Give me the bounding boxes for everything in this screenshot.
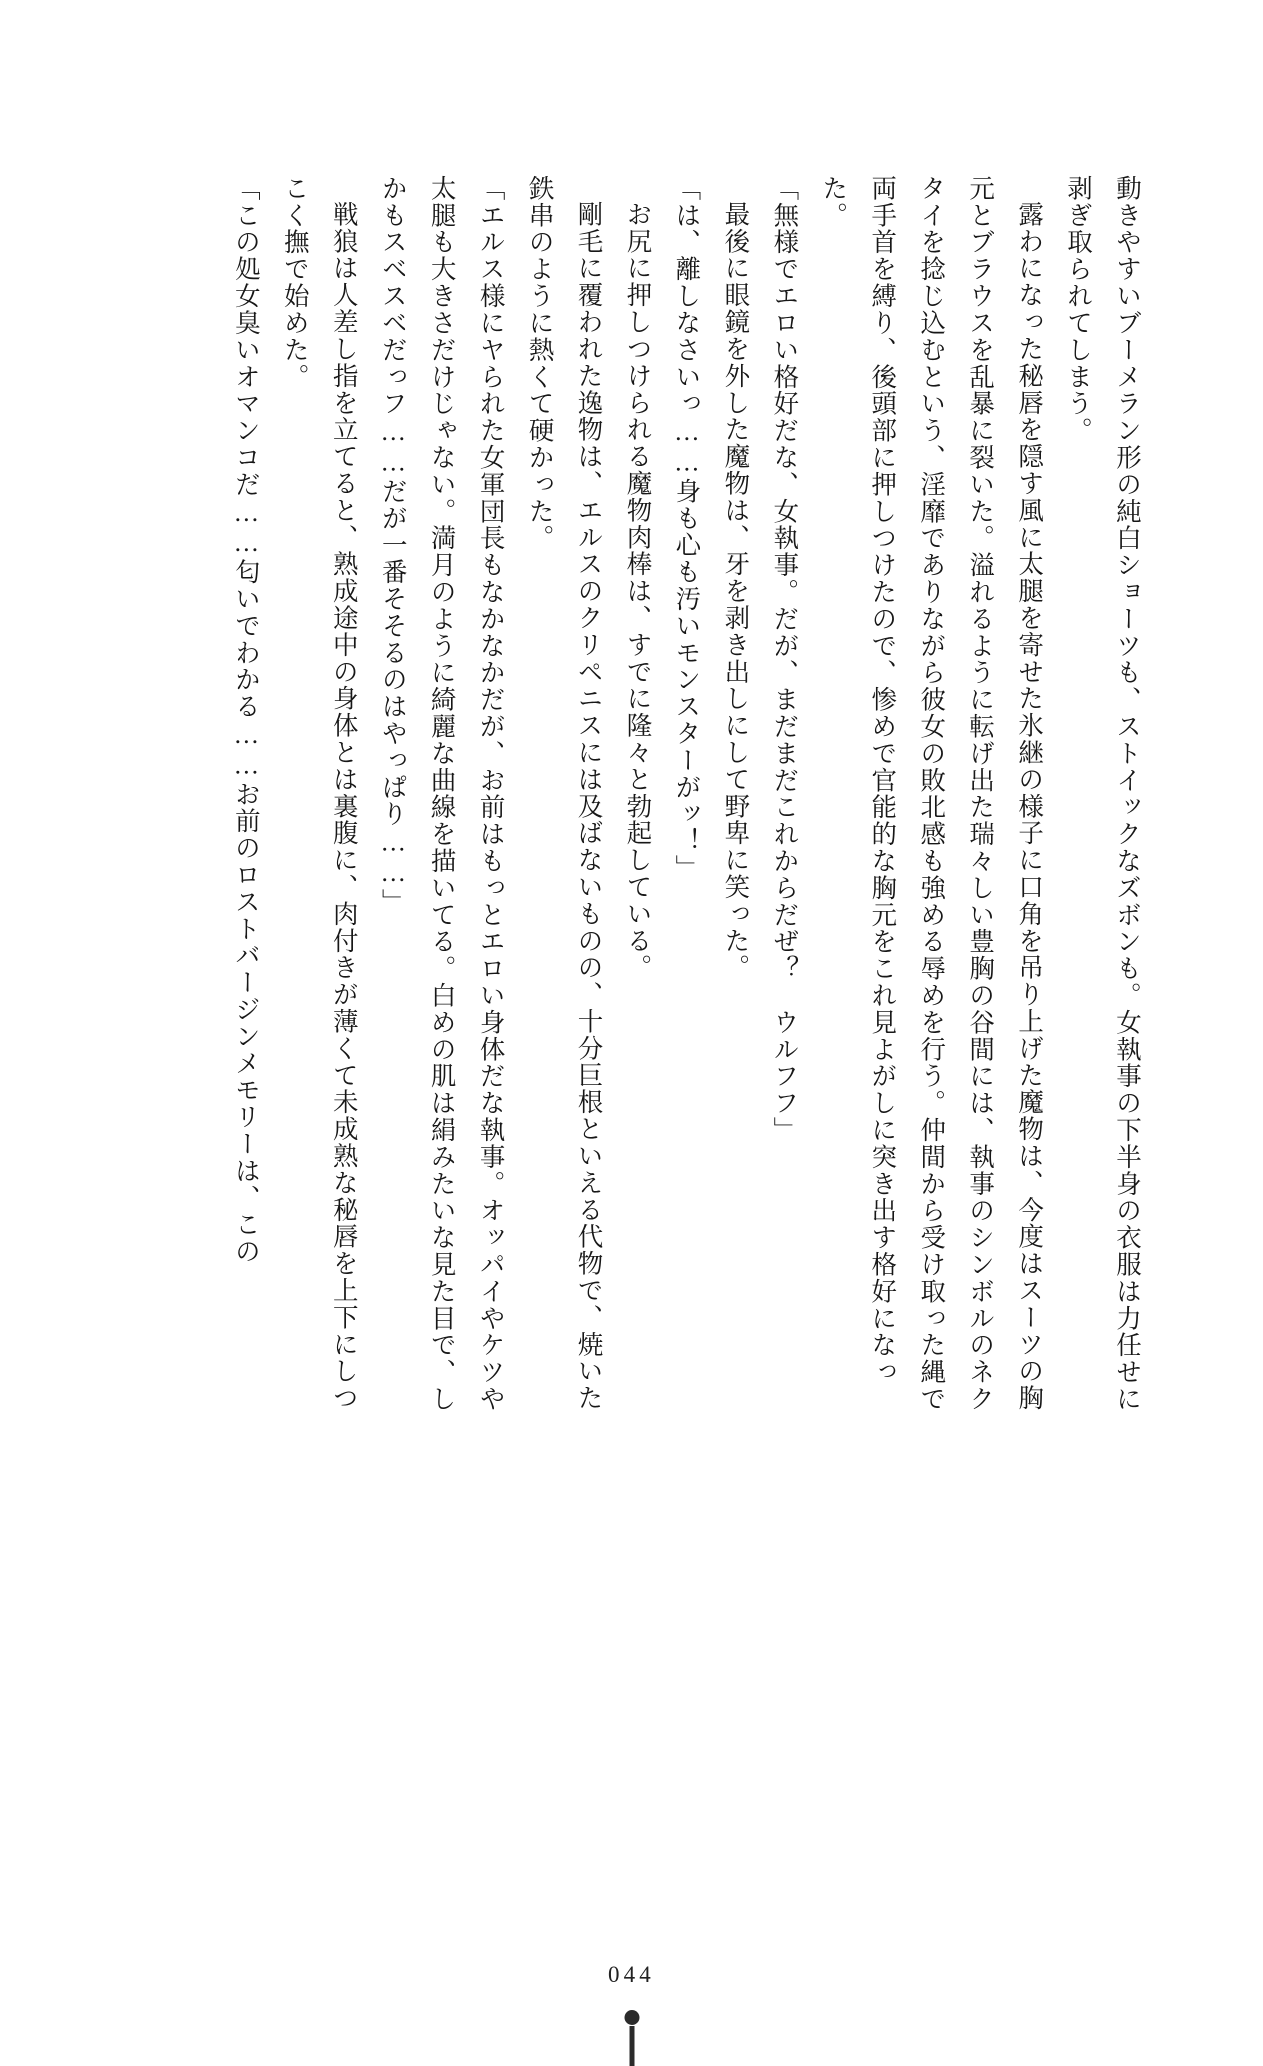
paragraph: 最後に眼鏡を外した魔物は、牙を剥き出しにして野卑に笑った。: [721, 200, 751, 981]
paragraph: 露わになった秘唇を隠す風に太腿を寄せた氷継の様子に口角を吊り上げた魔物は、今度はスーツの胸元とブラウスを乱暴に裂いた。溢れるように転げ出た瑞々しい豊胸の谷間には、執事のシンボルのネクタイを捻じ込むという、淫靡でありながら彼女の敗北感も強める辱めを行う。仲間から受け取った縄で両手首を縛り、後頭部に押しつけたので、惨めで官能的な胸元をこれ見よがしに突き出す格好になった。: [819, 175, 1045, 1413]
mark-dot: [624, 2010, 639, 2025]
page-number: 044: [608, 1962, 655, 1987]
paragraph: 剛毛に覆われた逸物は、エルスのクリペニスには及ばないものの、十分巨根といえる代物で、焼いた鉄串のように熱くて硬かった。: [525, 175, 604, 1412]
bullet-and-stem-mark-icon: [621, 2010, 643, 2066]
paragraph: お尻に押しつけられる魔物肉棒は、すでに隆々と勃起している。: [623, 200, 653, 981]
mark-stem: [629, 2026, 634, 2066]
vertical-text-body: [96, 175, 1151, 1420]
paragraph-dialogue: 「は、離しなさいっ……身も心も汚いモンスターがッ！」: [672, 175, 702, 882]
paragraph-dialogue: 「無様でエロい格好だな、女執事。だが、まだまだこれからだぜ？ ウルフフ」: [770, 175, 800, 1144]
paragraph-dialogue: 「この処女臭いオマンコだ……匂いでわかる……お前のロストバージンメモリーは、この: [231, 175, 261, 1266]
paragraph-dialogue: 「エルス様にヤられた女軍団長もなかなかだが、お前はもっとエロい身体だな執事。オッパイやケツや太腿も大きさだけじゃない。満月のように綺麗な曲線を描いてる。白めの肌は絹みたいな見た目で、しかもスベスベだっフ……だが一番そそるのはやっぱり……」: [378, 175, 506, 1413]
paragraph: 動きやすいブーメラン形の純白ショーツも、ストイックなズボンも。女執事の下半身の衣服は力任せに剥ぎ取られてしまう。: [1064, 175, 1142, 1413]
paragraph: 戦狼は人差し指を立てると、熟成途中の身体とは裏腹に、肉付きが薄くて未成熟な秘唇を上下にしつこく撫で始めた。: [280, 175, 359, 1412]
